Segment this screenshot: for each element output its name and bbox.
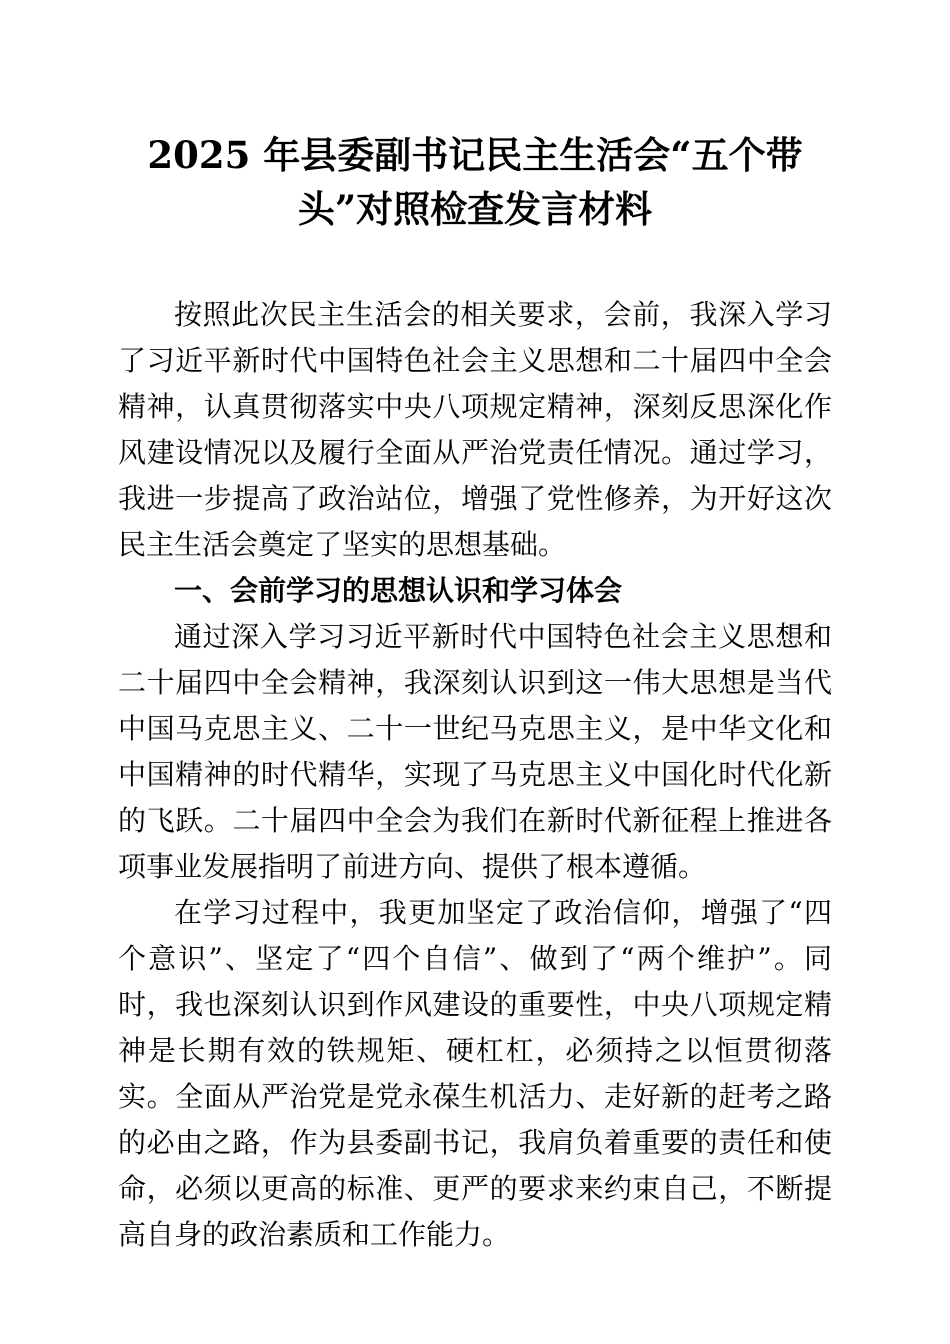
document-title: 2025 年县委副书记民主生活会“五个带头”对照检查发言材料 [147,133,803,231]
section-heading-1: 一、会前学习的思想认识和学习体会 [174,574,623,607]
paragraph-intro: 按照此次民主生活会的相关要求，会前，我深入学习了习近平新时代中国特色社会主义思想和二十届四中全会精神，认真贯彻落实中央八项规定精神，深刻反思深化作风建设情况以及履行全面从严治党责任情况。通过学习，我进一步提高了政治站位，增强了党性修养，为开好这次民主生活会奠定了坚实的思想基础。 [118,298,832,561]
paragraph-study-experience: 在学习过程中，我更加坚定了政治信仰，增强了“四个意识”、坚定了“四个自信”、做到了“两个维护”。同时，我也深刻认识到作风建设的重要性，中央八项规定精神是长期有效的铁规矩、硬杠杠，必须持之以恒贯彻落实。全面从严治党是党永葆生机活力、走好新的赶考之路的必由之路，作为县委副书记，我肩负着重要的责任和使命，必须以更高的标准、更严的要求来约束自己，不断提高自身的政治素质和工作能力。 [118,896,832,1251]
paragraph-study-understanding: 通过深入学习习近平新时代中国特色社会主义思想和二十届四中全会精神，我深刻认识到这一伟大思想是当代中国马克思主义、二十一世纪马克思主义，是中华文化和中国精神的时代精华，实现了马克思主义中国化时代化新的飞跃。二十届四中全会为我们在新时代新征程上推进各项事业发展指明了前进方向、提供了根本遵循。 [118,620,832,883]
